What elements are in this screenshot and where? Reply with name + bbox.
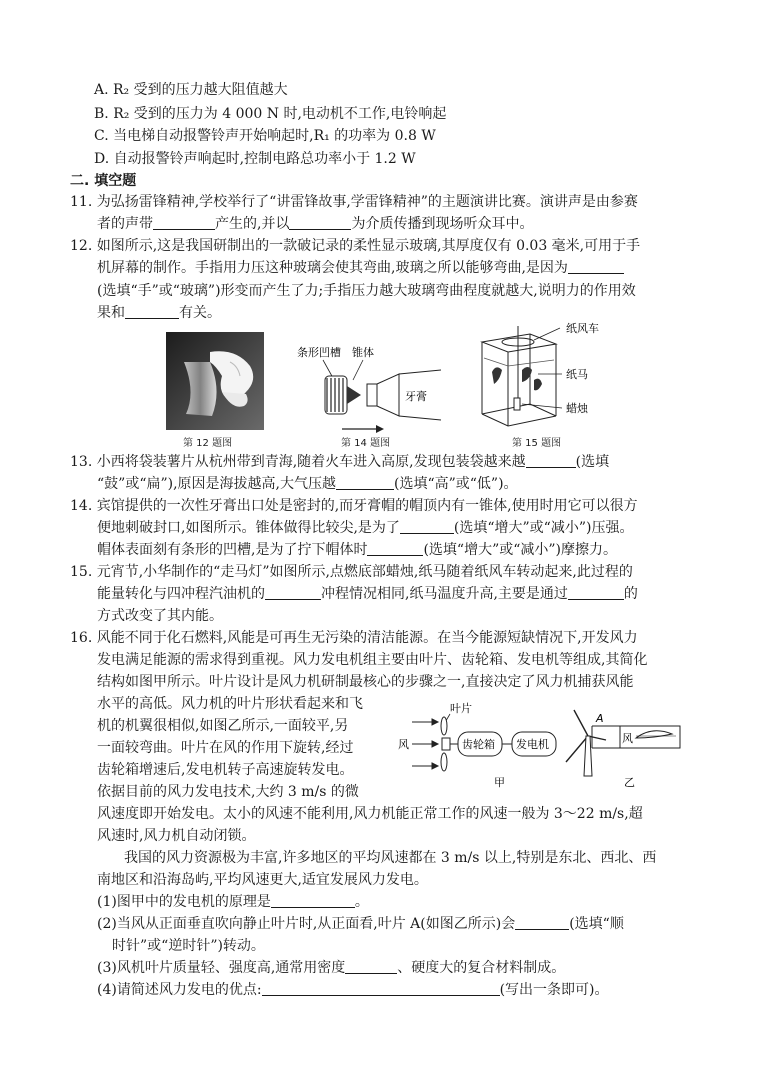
- q13-text-b: (选填: [575, 454, 610, 470]
- q16-sub3: [97, 958, 565, 978]
- q16-sub4-text-a: (4)请简述风力发电的优点:: [97, 982, 262, 998]
- fig16-label-wind: 风: [398, 738, 409, 751]
- q13-text-c: “鼓”或“扁”),原因是海拔越高,大气压越: [97, 476, 336, 492]
- q14-text-a: 便地刺破封口,如图所示。锥体做得比较尖,是为了: [97, 520, 400, 536]
- q16-line12: 南地区和沿海岛屿,平均风速更大,适宜发展风力发电。: [97, 872, 428, 888]
- option-c: C. 当电梯自动报警铃声开始响起时,R₁ 的功率为 0.8 W: [94, 128, 436, 144]
- fig15-label-candle: 蜡烛: [566, 402, 588, 415]
- q12-line3: (选填“手”或“玻璃”)形变而产生了力;手指压力越大玻璃弯曲程度就越大,说明力的作用效: [97, 283, 636, 299]
- q13-line2: [97, 474, 518, 494]
- q15-line3: 方式改变了其内能。: [97, 608, 223, 624]
- q16-line1: 16. 风能不同于化石燃料,风能是可再生无污染的清洁能源。在当今能源短缺情况下,开发风力: [70, 630, 638, 646]
- q16-line11: 我国的风力资源极为丰富,许多地区的平均风速都在 3 m/s 以上,特别是东北、西北、西: [124, 850, 657, 866]
- q14-line1: 14. 宾馆提供的一次性牙膏出口处是密封的,而牙膏帽的帽顶内有一锥体,使用时用它可以很方: [70, 498, 638, 514]
- q13-line1: [70, 452, 609, 472]
- q12-blank-1: [568, 259, 624, 274]
- figure-14: [295, 340, 445, 430]
- figure-14-drawing: [295, 340, 445, 430]
- q12-line1: 12. 如图所示,这是我国研制出的一款破记录的柔性显示玻璃,其厚度仅有 0.03 毫米,可用于手: [70, 238, 641, 254]
- q11-text-a: 者的声带: [97, 216, 153, 232]
- figure-16-drawing: [392, 700, 692, 806]
- q16-sub1: [97, 892, 369, 912]
- figure-12-image: [166, 332, 264, 430]
- q14-text-b: (选填“增大”或“减小”)压强。: [453, 520, 634, 536]
- q15-text-b: 冲程情况相同,纸马温度升高,主要是通过: [321, 586, 568, 602]
- q16-blank-1: [271, 893, 355, 908]
- q16-sub3-text-b: 、硬度大的复合材料制成。: [397, 960, 566, 976]
- fig16-label-gear: 齿轮箱: [462, 738, 495, 751]
- q16-sub1-end: 。: [354, 894, 369, 910]
- option-d: D. 自动报警铃声响起时,控制电路总功率小于 1.2 W: [94, 151, 416, 167]
- q16-sub2-text-a: (2)当风从正面垂直吹向静止叶片时,从正面看,叶片 A(如图乙所示)会: [97, 916, 516, 932]
- q12-text-d: 有关。: [179, 305, 221, 321]
- fig16-label-A: A: [596, 712, 604, 725]
- q16-line5: 机的机翼很相似,如图乙所示,一面较平,另: [97, 718, 349, 734]
- arrow-right-icon: [340, 424, 386, 434]
- q16-sub4-text-b: (写出一条即可)。: [499, 982, 609, 998]
- q16-blank-2: [515, 915, 569, 930]
- caption-15: 第 15 题图: [512, 438, 562, 449]
- q11-text-c: 为介质传播到现场听众耳中。: [351, 216, 534, 232]
- q15-text-c: 的: [623, 586, 638, 602]
- option-a: A. R₂ 受到的压力越大阻值越大: [94, 82, 288, 98]
- fig14-label-cone: 锥体: [352, 346, 374, 359]
- q16-line8: 依据目前的风力发电技术,大约 3 m/s 的微: [97, 784, 359, 800]
- q16-sub4: [97, 980, 609, 1000]
- q15-blank-1: [265, 585, 321, 600]
- figure-12: [166, 332, 264, 430]
- q13-blank-2: [336, 475, 394, 490]
- q15-line2: [97, 584, 638, 604]
- q14-line2: [97, 518, 633, 538]
- q11-text-b: 产生的,并以: [215, 216, 290, 232]
- q16-sub2-text-b: (选填“顺: [569, 916, 624, 932]
- q16-line9: 风速度即开始发电。太小的风速不能利用,风力机能正常工作的风速一般为 3～22 m/s,超: [97, 806, 643, 822]
- q12-text-a: 机屏幕的制作。手指用力压这种玻璃会使其弯曲,玻璃之所以能够弯曲,是因为: [97, 260, 568, 276]
- q12-line4: [97, 303, 221, 323]
- q15-text-a: 能量转化与四冲程汽油机的: [97, 586, 265, 602]
- figure-15-drawing: [470, 318, 620, 434]
- q13-text-d: (选填“高”或“低”)。: [394, 476, 518, 492]
- q16-line7: 齿轮箱增速后,发电机转子高速旋转发电。: [97, 762, 354, 778]
- q16-sub2: [97, 914, 624, 934]
- fig16-label-wind2: 风: [622, 732, 633, 745]
- q14-blank-2: [367, 541, 423, 556]
- q16-sub1-text: (1)图甲中的发电机的原理是: [97, 894, 271, 910]
- q16-line3: 结构如图甲所示。叶片设计是风力机研制最核心的步骤之一,直接决定了风力机捕获风能: [97, 674, 634, 690]
- caption-12: 第 12 题图: [183, 438, 233, 449]
- fig15-label-wheel: 纸风车: [566, 322, 599, 335]
- q12-text-c: 果和: [97, 305, 125, 321]
- q14-text-c: 帽体表面刻有条形的凹槽,是为了拧下帽体时: [97, 542, 368, 558]
- q11-line2: [97, 214, 533, 234]
- fig16-label-jia: 甲: [494, 776, 505, 789]
- q16-sub3-text-a: (3)风机叶片质量轻、强度高,通常用密度: [97, 960, 346, 976]
- q16-line2: 发电满足能源的需求得到重视。风力发电机组主要由叶片、齿轮箱、发电机等组成,其简化: [97, 652, 648, 668]
- q12-blank-2: [125, 304, 179, 319]
- q11-blank-1: [153, 215, 215, 230]
- q13-text-a: 13. 小西将袋装薯片从杭州带到青海,随着火车进入高原,发现包装袋越来越: [70, 454, 526, 470]
- q16-line6: 一面较弯曲。叶片在风的作用下旋转,经过: [97, 740, 354, 756]
- fig14-label-groove: 条形凹槽: [297, 346, 341, 359]
- q11-blank-2: [289, 215, 351, 230]
- option-b: B. R₂ 受到的压力为 4 000 N 时,电动机不工作,电铃响起: [94, 106, 447, 122]
- fig16-label-yi: 乙: [624, 776, 635, 789]
- figure-15: [470, 318, 620, 434]
- fig14-label-paste: 牙膏: [405, 390, 427, 403]
- q15-line1: 15. 元宵节,小华制作的“走马灯”如图所示,点燃底部蜡烛,纸马随着纸风车转动起来,此过程的: [70, 564, 633, 580]
- q16-line10: 风速时,风力机自动闭锁。: [97, 828, 256, 844]
- q14-line3: [97, 540, 617, 560]
- figure-16: [392, 700, 692, 806]
- q14-blank-1: [400, 519, 454, 534]
- q11-line1: 11. 为弘扬雷锋精神,学校举行了“讲雷锋故事,学雷锋精神”的主题演讲比赛。演讲声是由参赛: [70, 194, 638, 210]
- fig16-label-blade: 叶片: [450, 702, 472, 715]
- q16-sub2-line2: 时针”或“逆时针”)转动。: [112, 938, 265, 954]
- q13-blank-1: [526, 453, 576, 468]
- caption-14: 第 14 题图: [341, 438, 391, 449]
- q16-blank-3: [345, 959, 397, 974]
- q12-line2: [97, 258, 624, 278]
- q16-blank-4: [262, 981, 500, 996]
- q16-line4: 水平的高低。风力机的叶片形状看起来和飞: [97, 696, 363, 712]
- q15-blank-2: [568, 585, 624, 600]
- fig15-label-horse: 纸马: [566, 368, 588, 381]
- q14-text-d: (选填“增大”或“减小”)摩擦力。: [423, 542, 618, 558]
- section-title: 二. 填空题: [70, 173, 137, 189]
- fig16-label-gen: 发电机: [516, 738, 549, 751]
